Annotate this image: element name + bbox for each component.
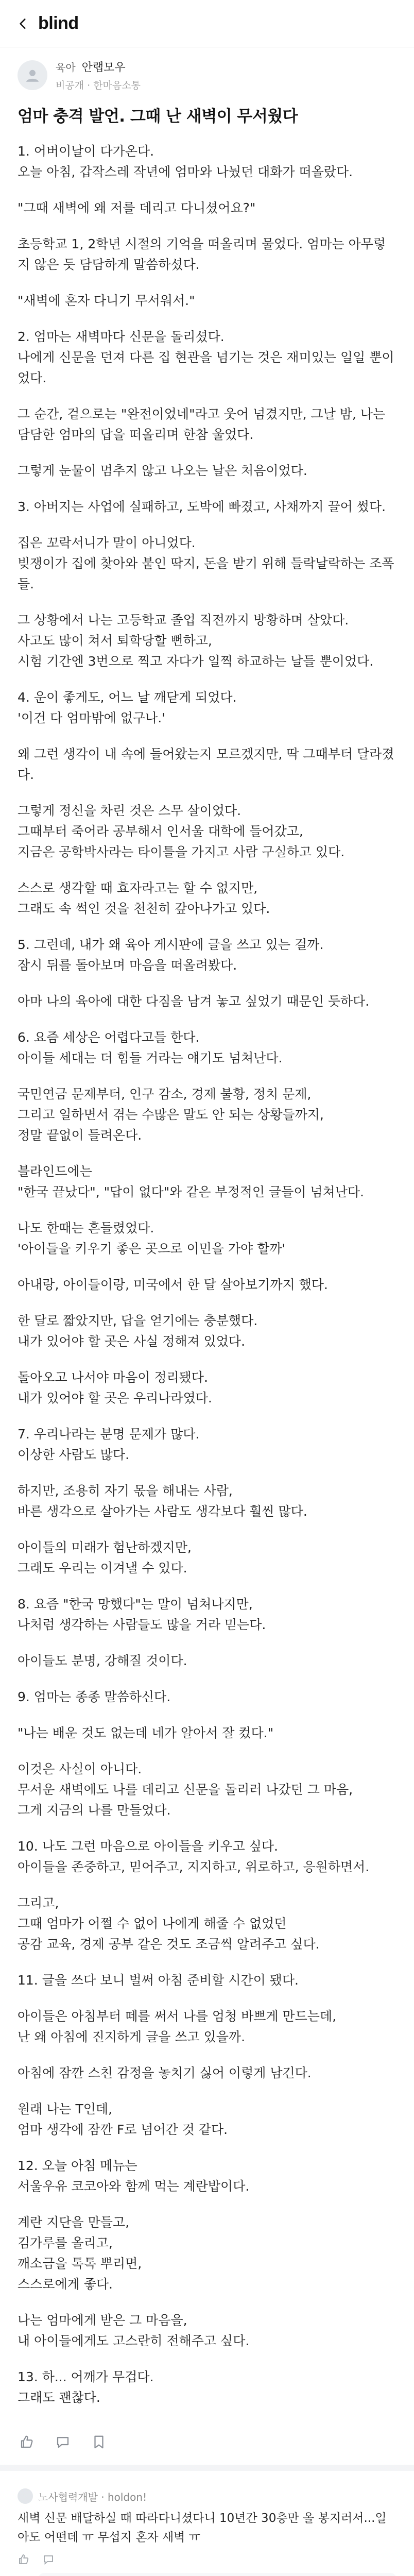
- comment-icon[interactable]: [54, 2433, 72, 2451]
- post-paragraph: 12. 오늘 아침 메뉴는 서울우유 코코아와 함께 먹는 계란밥이다.: [18, 2158, 250, 2194]
- post-paragraph: "그때 새벽에 왜 저를 데리고 다니셨어요?": [18, 200, 256, 215]
- post-paragraph: 초등학교 1, 2학년 시절의 기억을 떠올리며 물었다. 엄마는 아무렇지 않은 듯 담담하게 말씀하셨다.: [18, 236, 386, 272]
- post-paragraph: 6. 요즘 세상은 어렵다고들 한다. 아이들 세대는 더 힘들 거라는 얘기도 넘쳐난다.: [18, 1030, 283, 1065]
- post-paragraph: 한 달로 짧았지만, 답을 얻기에는 충분했다. 내가 있어야 할 곳은 사실 정해져 있었다.: [18, 1313, 258, 1349]
- comment-text: 새벽 신문 배달하실 때 따라다니셨다니 10년간 30층만 올 봉지러서...일 아도 어떤데 ㅠ 무섭지 혼자 새벽 ㅠ: [18, 2512, 387, 2544]
- author-company: 안랩모우: [81, 61, 126, 74]
- like-icon[interactable]: [18, 2433, 36, 2451]
- post-paragraph: 나도 한때는 흔들렸었다. '아이들을 키우기 좋은 곳으로 이민을 가야 할까': [18, 1221, 286, 1256]
- top-navigation-bar: [0, 0, 414, 47]
- post-paragraph: 13. 하... 어깨가 무겁다. 그래도 괜찮다.: [18, 2369, 154, 2405]
- back-arrow-icon[interactable]: [14, 15, 32, 32]
- post-reaction-bar: [0, 2424, 414, 2471]
- post-paragraph: 3. 아버지는 사업에 실패하고, 도박에 빠졌고, 사채까지 끌어 썼다.: [18, 499, 386, 514]
- app-logo[interactable]: blind: [38, 13, 79, 33]
- post-paragraph: 왜 그런 생각이 내 속에 들어왔는지 모르겠지만, 딱 그때부터 달라졌다.: [18, 747, 394, 782]
- post-paragraph: 11. 글을 쓰다 보니 벌써 아침 준비할 시간이 됐다.: [18, 1973, 299, 1988]
- post-paragraph: 1. 어버이날이 다가온다. 오늘 아침, 갑작스레 작년에 엄마와 나눴던 대화가 떠올랐다.: [18, 144, 353, 179]
- comment-reply: [38, 2573, 396, 2576]
- post-paragraph: 원래 나는 T인데, 엄마 생각에 잠깐 F로 넘어간 것 같다.: [18, 2102, 228, 2137]
- post-author-row: [18, 59, 396, 92]
- post-paragraph: 그렇게 정신을 차린 것은 스무 살이었다. 그때부터 죽어라 공부해서 인서울 대학에 들어갔고, 지금은 공학박사라는 타이틀을 가지고 사람 구실하고 있다.: [18, 803, 345, 859]
- post-paragraph: 아이들의 미래가 험난하겠지만, 그래도 우리는 이겨낼 수 있다.: [18, 1540, 192, 1575]
- post-paragraph: 아침에 잠깐 스친 감정을 놓치기 싫어 이렇게 남긴다.: [18, 2065, 312, 2080]
- post-title: 엄마 충격 발언. 그때 난 새벽이 무서웠다: [18, 107, 298, 126]
- post-paragraph: 아마 나의 육아에 대한 다짐을 남겨 놓고 싶었기 때문인 듯하다.: [18, 994, 370, 1009]
- post-paragraph: 그 순간, 겉으로는 "완전이었네"라고 웃어 넘겼지만, 그날 밤, 나는 담담한 엄마의 답을 떠올리며 한참 울었다.: [18, 406, 386, 442]
- post-paragraph: 아이들은 아침부터 떼를 써서 나를 엄청 바쁘게 만드는데, 난 왜 아침에 진지하게 글을 쓰고 있을까.: [18, 2009, 337, 2044]
- user-avatar-icon[interactable]: [18, 60, 47, 90]
- comment-item: [18, 2476, 396, 2576]
- author-meta-line: [56, 59, 141, 75]
- post-paragraph: 블라인드에는 "한국 끝났다", "답이 없다"와 같은 부정적인 글들이 넘쳐난다.: [18, 1164, 364, 1199]
- post-paragraph: 5. 그런데, 내가 왜 육아 게시판에 글을 쓰고 있는 걸까. 잠시 뒤를 돌아보며 마음을 떠올려봤다.: [18, 937, 324, 973]
- post-paragraph: 8. 요즘 "한국 망했다"는 말이 넘쳐나지만, 나처럼 생각하는 사람들도 많을 거라 믿는다.: [18, 1597, 266, 1632]
- author-nickname: 비공개 · 한마음소통: [56, 80, 141, 91]
- post-paragraph: 돌아오고 나서야 마음이 정리됐다. 내가 있어야 할 곳은 우리나라였다.: [18, 1370, 212, 1405]
- post-paragraph: 이것은 사실이 아니다. 무서운 새벽에도 나를 데리고 신문을 돌리러 나갔던 그 마음, 그게 지금의 나를 만들었다.: [18, 1761, 353, 1818]
- post-paragraph: 국민연금 문제부터, 인구 감소, 경제 불황, 정치 문제, 그리고 일하면서 겪는 수많은 말도 안 되는 상황들까지, 정말 끝없이 들려온다.: [18, 1087, 324, 1143]
- post-paragraph: 그 상황에서 나는 고등학교 졸업 직전까지 방황하며 살았다. 사고도 많이 쳐서 퇴학당할 뻔하고, 시험 기간엔 3번으로 찍고 자다가 일찍 하교하는 날들 뿐이었다.: [18, 613, 374, 669]
- post-paragraph: 하지만, 조용히 자기 몫을 해내는 사람, 바른 생각으로 살아가는 사람도 생각보다 훨씬 많다.: [18, 1483, 307, 1519]
- post-container: [0, 47, 414, 2408]
- post-paragraph: 9. 엄마는 종종 말씀하신다.: [18, 1689, 171, 1704]
- post-paragraph: "나는 배운 것도 없는데 네가 알아서 잘 컸다.": [18, 1725, 274, 1740]
- post-paragraph: 4. 운이 좋게도, 어느 날 깨닫게 되었다. '이건 다 엄마밖에 없구나.': [18, 690, 237, 725]
- bookmark-icon[interactable]: [90, 2433, 108, 2451]
- post-paragraph: 집은 꼬락서니가 말이 아니었다. 빚쟁이가 집에 찾아와 붙인 딱지, 돈을 받기 위해 들락날락하는 조폭들.: [18, 535, 394, 591]
- board-tag[interactable]: 육아: [56, 61, 76, 74]
- post-paragraph: 아내랑, 아이들이랑, 미국에서 한 달 살아보기까지 했다.: [18, 1277, 328, 1292]
- comment-author-name[interactable]: 노사협력개발 · holdon!: [38, 2490, 147, 2503]
- comment-actions: [18, 2553, 396, 2567]
- post-paragraph: 나는 엄마에게 받은 그 마음을, 내 아이들에게도 고스란히 전해주고 싶다.: [18, 2313, 250, 2348]
- post-paragraph: 그렇게 눈물이 멈추지 않고 나오는 날은 처음이었다.: [18, 463, 307, 478]
- post-paragraph: "새벽에 혼자 다니기 무서워서.": [18, 293, 195, 308]
- author-meta: [56, 59, 141, 92]
- comment-avatar-icon: [18, 2488, 33, 2504]
- comment-section: [0, 2471, 414, 2576]
- reply-icon[interactable]: [42, 2553, 56, 2567]
- post-paragraph: 7. 우리나라는 분명 문제가 많다. 이상한 사람도 많다.: [18, 1427, 200, 1462]
- post-body: [18, 141, 396, 2408]
- post-paragraph: 스스로 생각할 때 효자라고는 할 수 없지만, 그래도 속 썩인 것을 천천히 갚아나가고 있다.: [18, 880, 270, 916]
- post-paragraph: 아이들도 분명, 강해질 것이다.: [18, 1653, 187, 1668]
- comment-author: [18, 2488, 396, 2504]
- post-paragraph: 그리고, 그때 엄마가 어쩔 수 없어 나에게 해줄 수 없었던 공감 교육, 경제 공부 같은 것도 조금씩 알려주고 싶다.: [18, 1895, 320, 1952]
- post-paragraph: 10. 나도 그런 마음으로 아이들을 키우고 싶다. 아이들을 존중하고, 믿어주고, 지지하고, 위로하고, 응원하면서.: [18, 1839, 370, 1874]
- post-paragraph: 2. 엄마는 새벽마다 신문을 돌리셨다. 나에게 신문을 던져 다른 집 현관을 넘기는 것은 재미있는 일일 뿐이었다.: [18, 329, 394, 385]
- like-icon[interactable]: [18, 2553, 31, 2567]
- post-paragraph: 계란 지단을 만들고, 김가루를 올리고, 깨소금을 톡톡 뿌리면, 스스로에게 좋다.: [18, 2215, 142, 2292]
